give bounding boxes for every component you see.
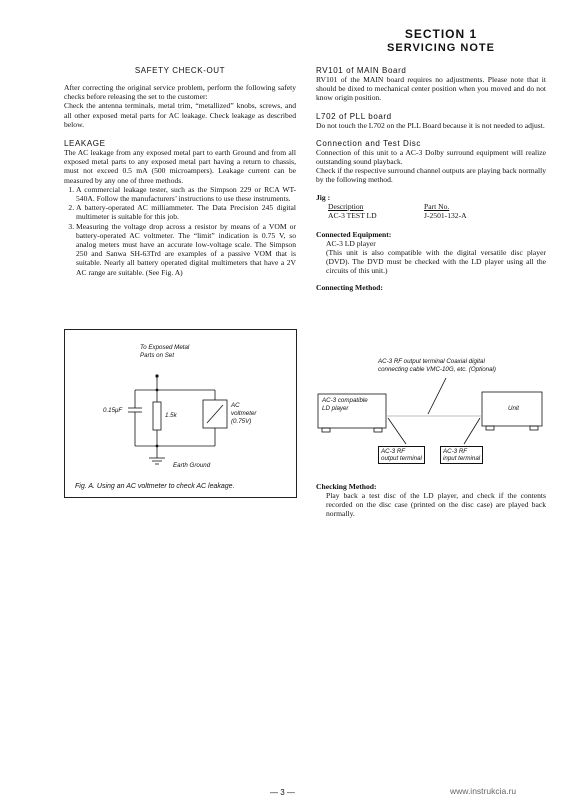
safety-paragraph-2: Check the antenna terminals, metal trim, “metallized” knobs, screws, and all other exposed metal parts for AC leakage. Check leakage as described below. (64, 101, 296, 129)
capacitor-label: 0.15μF (103, 407, 123, 414)
safety-heading: SAFETY CHECK-OUT (134, 66, 226, 75)
l702-paragraph: Do not touch the L702 on the PLL Board because it is not needed to adjust. (316, 120, 545, 130)
leakage-paragraph: The AC leakage from any exposed metal part to earth Ground and from all exposed metal parts to any exposed metal part having a return to chassis, must not exceed 0.5 mA (500 microampers). Leakage current can be measured by any one of three methods. (64, 148, 296, 185)
voltmeter-label-3: (0.75V) (231, 418, 252, 425)
left-column (64, 66, 296, 277)
jig-part-header: Part No. (424, 201, 450, 211)
connection-heading: Connection and Test Disc (316, 138, 421, 148)
connection-paragraph-2: Check if the respective surround channel outputs are playing back normally by the following method. (316, 166, 546, 185)
voltmeter-label-2: voltmeter (231, 410, 257, 417)
list-item: 2. A battery-operated AC milliammeter. The Data Precision 245 digital multimeter is suitable for this job. (76, 203, 296, 221)
connection-diagram (316, 342, 548, 472)
section-heading (370, 27, 512, 54)
equipment-note: (This unit is also compatible with the digital versatile disc player (DVD). The DVD must be checked with the LD player using all the circuits of this unit.) (326, 247, 546, 276)
section-number: SECTION 1 (404, 27, 478, 41)
fig-label-exposed-1: To Exposed Metal (140, 344, 190, 351)
connection-paragraph: Connection of this unit to a AC-3 Dolby surround equipment will realize outstanding sound playback. (316, 147, 546, 167)
rv101-paragraph: RV101 of the MAIN board requires no adjustments. Please note that it should be dixed to mechanical center position when you moved and do not know origin position. (316, 75, 546, 103)
jig-heading: Jig : (316, 192, 331, 202)
checking-method-heading: Checking Method: (316, 482, 377, 491)
list-item: 1. A commercial leakage tester, such as the Simpson 229 or RCA WT-540A. Follow the manufacturers’ instructions to use these instruments. (76, 185, 296, 203)
unit-label: Unit (508, 405, 520, 412)
input-terminal-label-2: input terminal (443, 455, 481, 462)
input-terminal-label-1: AC-3 RF (443, 448, 468, 455)
page-number: — 3 — (270, 788, 295, 797)
resistor-label: 1.5k (165, 412, 177, 419)
ld-player-label-2: LD player (322, 405, 349, 412)
jig-part-number: J-2501-132-A (424, 210, 467, 220)
leakage-heading: LEAKAGE (64, 139, 106, 149)
watermark: www.instrukcia.ru (450, 786, 517, 796)
right-column (316, 66, 546, 292)
equipment-heading: Connected Equipment: (316, 229, 392, 239)
l702-heading: L702 of PLL board (316, 111, 392, 121)
cable-label-2: connecting cable VMC-10G, etc. (Optional) (378, 366, 496, 373)
jig-table (316, 202, 546, 222)
section-title: SERVICING NOTE (387, 42, 495, 54)
safety-paragraph: After correcting the original service problem, perform the following safety checks before releasing the set to the customer: (64, 83, 296, 102)
earth-ground-label: Earth Ground (173, 462, 211, 469)
voltmeter-label-1: AC (231, 402, 240, 409)
checking-method-paragraph: Play back a test disc of the LD player, and check if the contents recorded on the disc case (printed on the disc case) are played back normally. (326, 491, 546, 519)
jig-description: AC-3 TEST LD (328, 210, 377, 220)
equipment-item: AC-3 LD player (326, 238, 376, 248)
input-terminal-box (440, 446, 483, 464)
figure-caption: Fig. A. Using an AC voltmeter to check AC leakage. (75, 483, 235, 490)
jig-description-header: Description (328, 201, 364, 211)
checking-method (316, 482, 546, 519)
output-terminal-label-1: AC-3 RF (381, 448, 406, 455)
leakage-circuit-diagram (65, 330, 296, 497)
rv101-heading: RV101 of MAIN Board (316, 66, 407, 75)
method-list (64, 185, 296, 277)
fig-label-exposed-2: Parts on Set (140, 352, 175, 359)
ld-player-label-1: AC-3 compatible (322, 397, 368, 404)
output-terminal-box (378, 446, 425, 464)
output-terminal-label-2: output terminal (381, 455, 422, 462)
cable-label-1: AC-3 RF output terminal Coaxial digital (378, 358, 485, 365)
connecting-method-heading: Connecting Method: (316, 283, 383, 293)
list-item: 3. Measuring the voltage drop across a resistor by means of a VOM or battery-operated AC voltmeter. The “limit” indication is 0.75 V, so analog meters must have an accurate low-voltage scale. The Simpson 250 and Sanwa SH-63Trd are examples of a passive VOM that is suitable. Nearly all battery operated digital multimeters that have a 2V AC range are suitable. (See Fig. A) (76, 222, 296, 277)
figure-a (64, 329, 297, 498)
